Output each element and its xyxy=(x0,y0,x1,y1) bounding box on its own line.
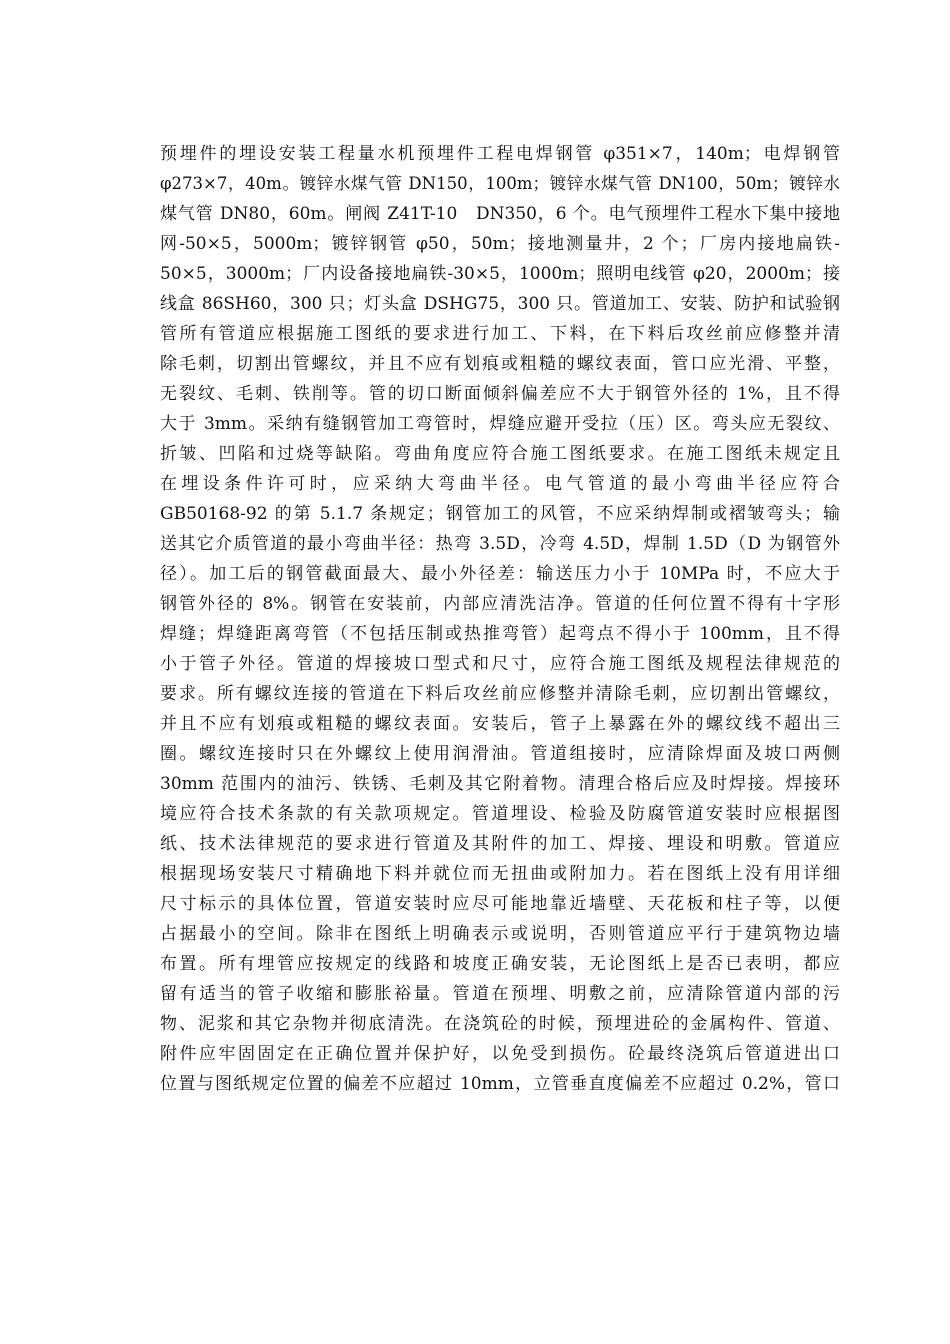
text-line-8: 除毛刺，切割出管螺纹，并且不应有划痕或粗糙的螺纹表面，管口应光滑、平整， xyxy=(160,354,840,374)
text-line-32: 位置与图纸规定位置的偏差不应超过 10mm，立管垂直度偏差不应超过 0.2%，管口 xyxy=(160,1074,840,1094)
text-line-2: φ273×7，40m。镀锌水煤气管 DN150，100m；镀锌水煤气管 DN100，50m；镀锌水 xyxy=(160,174,840,193)
text-line-1: 预埋件的埋设安装工程量水机预埋件工程电焊钢管 φ351×7，140m；电焊钢管 xyxy=(160,144,840,164)
text-line-13: GB50168-92 的第 5.1.7 条规定；钢管加工的风管，不应采纳焊制或褶皱弯头；输 xyxy=(160,504,840,524)
text-line-20: 并且不应有划痕或粗糙的螺纹表面。安装后，管子上暴露在外的螺纹线不超出三 xyxy=(160,714,840,734)
text-line-29: 留有适当的管子收缩和膨胀裕量。管道在预埋、明敷之前，应清除管道内部的污 xyxy=(160,984,840,1004)
text-line-3: 煤气管 DN80，60m。闸阀 Z41T-10 DN350，6 个。电气预埋件工程水下集中接地 xyxy=(160,204,840,224)
text-line-15: 径）。加工后的钢管截面最大、最小外径差：输送压力小于 10MPa 时，不应大于 xyxy=(160,564,840,584)
text-line-27: 占据最小的空间。除非在图纸上明确表示或说明，否则管道应平行于建筑物边墙 xyxy=(160,924,840,944)
text-line-9: 无裂纹、毛刺、铁削等。管的切口断面倾斜偏差应不大于钢管外径的 1%，且不得 xyxy=(160,384,840,404)
text-line-14: 送其它介质管道的最小弯曲半径：热弯 3.5D，冷弯 4.5D，焊制 1.5D（D 为钢管外 xyxy=(160,534,840,554)
text-line-19: 要求。所有螺纹连接的管道在下料后攻丝前应修整并清除毛刺，应切割出管螺纹， xyxy=(160,684,840,704)
text-line-10: 大于 3mm。采纳有缝钢管加工弯管时，焊缝应避开受拉（压）区。弯头应无裂纹、 xyxy=(160,414,840,434)
body-paragraph xyxy=(160,139,840,1099)
text-line-21: 圈。螺纹连接时只在外螺纹上使用润滑油。管道组接时，应清除焊面及坡口两侧 xyxy=(160,744,840,764)
text-line-6: 线盒 86SH60，300 只；灯头盒 DSHG75，300 只。管道加工、安装、防护和试验钢 xyxy=(160,294,840,314)
text-line-17: 焊缝；焊缝距离弯管（不包括压制或热推弯管）起弯点不得小于 100mm，且不得 xyxy=(160,624,840,644)
text-line-30: 物、泥浆和其它杂物并彻底清洗。在浇筑砼的时候，预埋进砼的金属构件、管道、 xyxy=(160,1014,840,1034)
text-line-18: 小于管子外径。管道的焊接坡口型式和尺寸，应符合施工图纸及规程法律规范的 xyxy=(160,654,840,674)
text-line-28: 布置。所有埋管应按规定的线路和坡度正确安装，无论图纸上是否已表明，都应 xyxy=(160,954,840,974)
text-line-22: 30mm 范围内的油污、铁锈、毛刺及其它附着物。清理合格后应及时焊接。焊接环 xyxy=(160,774,840,794)
text-line-31: 附件应牢固固定在正确位置并保护好，以免受到损伤。砼最终浇筑后管道进出口 xyxy=(160,1044,840,1064)
text-line-26: 尺寸标示的具体位置，管道安装时应尽可能地靠近墙壁、天花板和柱子等，以便 xyxy=(160,894,840,914)
text-line-7: 管所有管道应根据施工图纸的要求进行加工、下料，在下料后攻丝前应修整并清 xyxy=(160,324,840,344)
text-line-16: 钢管外径的 8%。钢管在安装前，内部应清洗洁净。管道的任何位置不得有十字形 xyxy=(160,594,840,614)
text-line-24: 纸、技术法律规范的要求进行管道及其附件的加工、焊接、埋设和明敷。管道应 xyxy=(160,834,840,854)
text-line-12: 在埋设条件许可时，应采纳大弯曲半径。电气管道的最小弯曲半径应符合 xyxy=(160,474,840,494)
text-line-23: 境应符合技术条款的有关款项规定。管道埋设、检验及防腐管道安装时应根据图 xyxy=(160,804,840,824)
text-line-5: 50×5，3000m；厂内设备接地扁铁-30×5，1000m；照明电线管 φ20，2000m；接 xyxy=(160,264,840,284)
text-line-11: 折皱、凹陷和过烧等缺陷。弯曲角度应符合施工图纸要求。在施工图纸未规定且 xyxy=(160,444,840,464)
text-line-4: 网-50×5，5000m；镀锌钢管 φ50，50m；接地测量井，2 个；厂房内接地扁铁- xyxy=(160,234,840,254)
text-line-25: 根据现场安装尺寸精确地下料并就位而无扭曲或附加力。若在图纸上没有用详细 xyxy=(160,864,840,884)
